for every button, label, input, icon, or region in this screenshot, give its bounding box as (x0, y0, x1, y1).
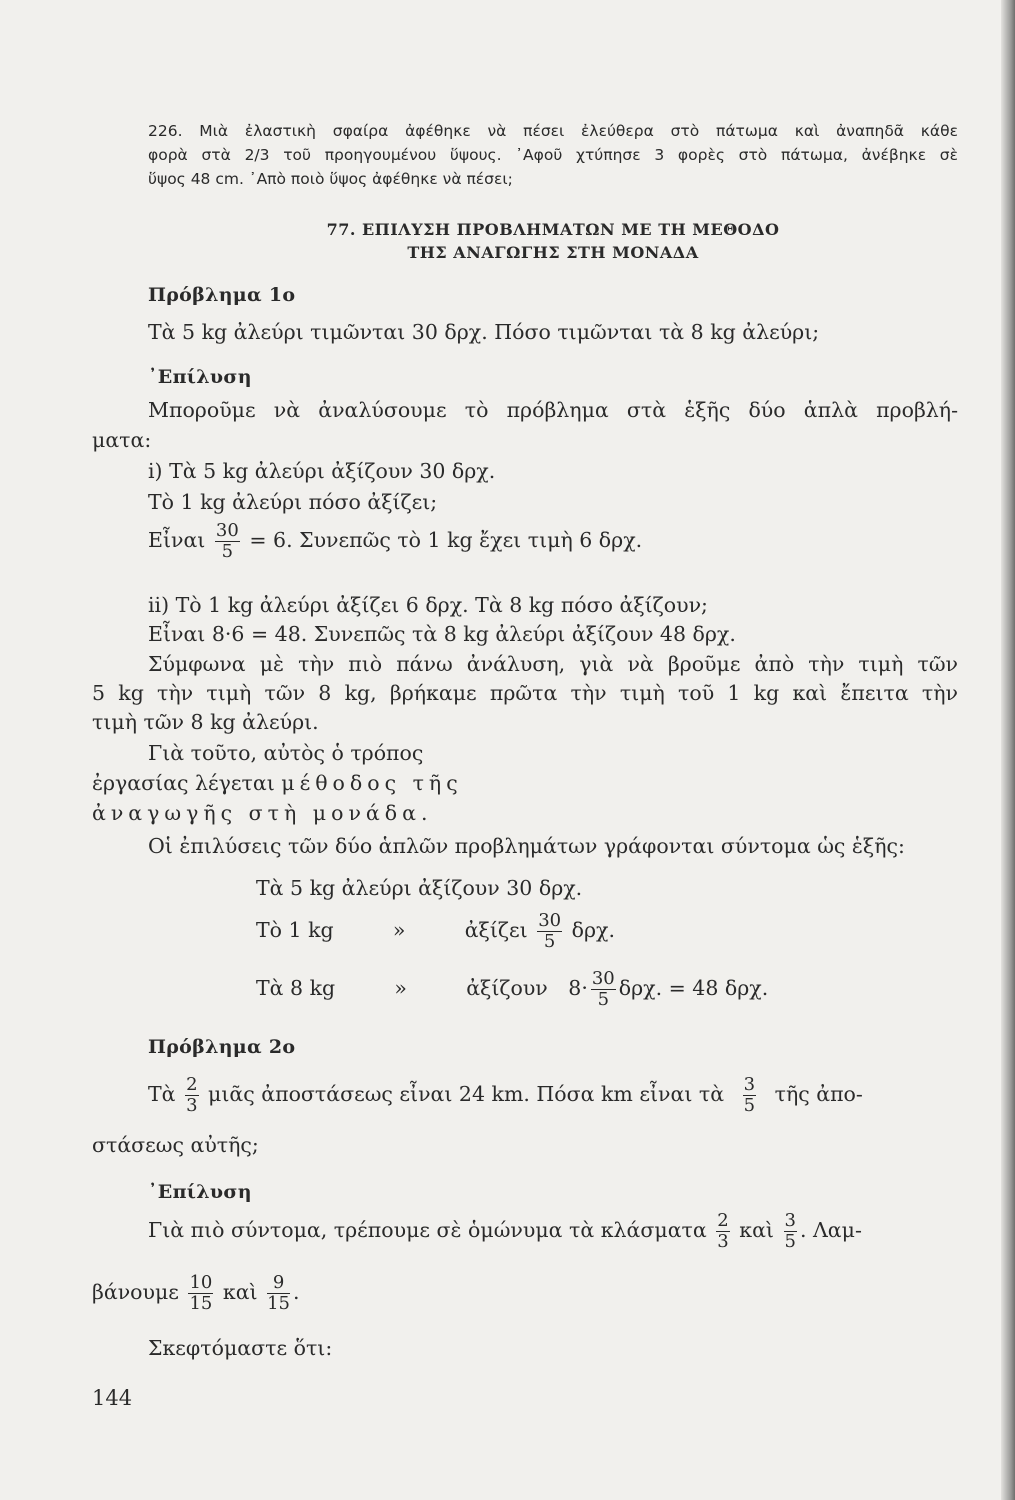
section-title (148, 218, 958, 264)
problem2-solution-line (148, 1211, 958, 1252)
numerator: 30 (215, 520, 239, 541)
exercise-line: φορὰ στὰ 2/3 τοῦ προηγουμένου ὕψους. ᾽Αφοῦ χτύπησε 3 φορὲς στὸ πάτωμα, ἀνέβηκε σὲ (148, 146, 958, 164)
summary-intro: Οἱ ἐπιλύσεις τῶν δύο ἁπλῶν προβλημάτων γράφονται σύντομα ὡς ἑξῆς: (148, 834, 905, 858)
section-title-line: 77. ΕΠΙΛΥΣΗ ΠΡΟΒΛΗΜΑΤΩΝ ΜΕ ΤΗ ΜΕΘΟΔΟ (326, 220, 780, 239)
summary-line-2 (256, 911, 615, 952)
fraction (215, 521, 240, 562)
denominator: 15 (267, 1293, 291, 1314)
fraction (185, 1075, 198, 1116)
numerator: 9 (267, 1273, 290, 1294)
analysis-paragraph: 5 kg τὴν τιμὴ τῶν 8 kg, βρήκαμε πρῶτα τὴν τιμὴ τοῦ 1 kg καὶ ἔπειτα τὴν (92, 681, 958, 705)
exercise-line: 226. Μιὰ ἐλαστικὴ σφαίρα ἀφέθηκε νὰ πέσει ἐλεύθερα στὸ πάτωμα καὶ ἀναπηδᾶ κάθε (148, 122, 958, 140)
denominator: 3 (186, 1095, 198, 1116)
fraction (188, 1273, 213, 1314)
text: ἀξίζει (464, 918, 528, 942)
analysis-paragraph: Σύμφωνα μὲ τὴν πιὸ πάνω ἀνάλυση, γιὰ νὰ βροῦμε ἀπὸ τὴν τιμὴ τῶν (148, 652, 958, 676)
text: Τὰ (148, 1082, 176, 1106)
text: μιᾶς ἀποστάσεως εἶναι 24 km. Πόσα km εἶναι τὰ (208, 1082, 725, 1106)
problem2-reasoning: Σκεφτόμαστε ὅτι: (148, 1336, 333, 1360)
numerator: 30 (591, 968, 615, 989)
numerator: 3 (743, 1074, 756, 1095)
denominator: 5 (221, 541, 234, 562)
exercise-line: ὕψος 48 cm. ᾽Απὸ ποιὸ ὕψος ἀφέθηκε νὰ πέσει; (148, 170, 513, 188)
numerator: 2 (186, 1074, 198, 1095)
text: δρχ. (571, 918, 615, 942)
denominator: 3 (717, 1231, 729, 1252)
text: δρχ. = 48 δρχ. (618, 976, 769, 1000)
ditto-mark: » (394, 976, 407, 1000)
denominator: 15 (189, 1293, 213, 1314)
fraction (267, 1273, 290, 1314)
fraction (537, 911, 562, 952)
text: Γιὰ πιὸ σύντομα, τρέπουμε σὲ ὁμώνυμα τὰ κλάσματα (148, 1218, 707, 1242)
page-edge-shadow (1001, 0, 1015, 1500)
method-name: μέθοδος τῆς (281, 771, 463, 795)
denominator: 5 (597, 989, 610, 1010)
analysis-intro-cont: ματα: (92, 428, 152, 452)
method-text: Γιὰ τοῦτο, αὐτὸς ὁ τρόπος (148, 741, 424, 765)
fraction (743, 1075, 756, 1116)
numerator: 10 (189, 1272, 213, 1293)
problem2-solution-line (92, 1273, 300, 1314)
problem1-solution-heading: ᾽Επίλυση (148, 366, 252, 388)
text: = 6. Συνεπῶς τὸ 1 kg ἔχει τιμὴ 6 δρχ. (249, 528, 643, 552)
denominator: 5 (743, 1095, 756, 1116)
text: ἀξίζουν (466, 976, 548, 1000)
text: 8· (568, 976, 588, 1000)
method-text (92, 771, 463, 795)
numerator: 3 (784, 1210, 796, 1231)
numerator: 30 (538, 910, 562, 931)
text: . Λαμ- (799, 1218, 862, 1242)
text: Τὸ 1 kg (256, 918, 334, 942)
subproblem-i-answer (148, 521, 642, 562)
text: Τὰ 8 kg (256, 976, 336, 1000)
subproblem-i-question: Τὸ 1 kg ἀλεύρι πόσο ἀξίζει; (148, 490, 438, 514)
denominator: 5 (784, 1231, 796, 1252)
ditto-mark: » (392, 918, 406, 942)
problem2-heading: Πρόβλημα 2ο (148, 1036, 296, 1058)
subproblem-ii-answer: Εἶναι 8·6 = 48. Συνεπῶς τὰ 8 kg ἀλεύρι ἀξίζουν 48 δρχ. (148, 622, 736, 646)
section-title-line: ΤΗΣ ΑΝΑΓΩΓΗΣ ΣΤΗ ΜΟΝΑΔΑ (407, 243, 699, 262)
problem1-statement: Τὰ 5 kg ἀλεύρι τιμῶνται 30 δρχ. Πόσο τιμῶνται τὰ 8 kg ἀλεύρι; (148, 320, 820, 344)
text: καὶ (739, 1218, 774, 1242)
problem2-solution-heading: ᾽Επίλυση (148, 1181, 252, 1203)
summary-line-3 (256, 969, 768, 1010)
method-name: ἀναγωγῆς στὴ μονάδα. (92, 801, 433, 825)
text: Εἶναι (148, 528, 206, 552)
text: . (293, 1280, 300, 1304)
summary-line-1: Τὰ 5 kg ἀλεύρι ἀξίζουν 30 δρχ. (256, 876, 583, 900)
fraction (784, 1211, 797, 1252)
analysis-intro: Μποροῦμε νὰ ἀναλύσουμε τὸ πρόβλημα στὰ ἑξῆς δύο ἁπλὰ προβλή- (148, 398, 958, 422)
subproblem-i: i) Τὰ 5 kg ἀλεύρι ἀξίζουν 30 δρχ. (148, 459, 496, 483)
problem1-heading: Πρόβλημα 1ο (148, 284, 296, 306)
problem2-statement-cont: στάσεως αὐτῆς; (92, 1133, 259, 1157)
exercise-226 (148, 119, 958, 191)
fraction (716, 1211, 729, 1252)
page-number: 144 (92, 1386, 133, 1410)
problem2-statement (148, 1075, 958, 1116)
text: τῆς ἀπο- (774, 1082, 863, 1106)
denominator: 5 (543, 931, 556, 952)
text: βάνουμε (92, 1280, 179, 1304)
text: ἐργασίας λέγεται (92, 771, 275, 795)
numerator: 2 (717, 1210, 729, 1231)
fraction (591, 969, 616, 1010)
text: καὶ (222, 1280, 258, 1304)
subproblem-ii: ii) Τὸ 1 kg ἀλεύρι ἀξίζει 6 δρχ. Τὰ 8 kg πόσο ἀξίζουν; (148, 593, 708, 617)
analysis-paragraph: τιμὴ τῶν 8 kg ἀλεύρι. (92, 710, 319, 734)
